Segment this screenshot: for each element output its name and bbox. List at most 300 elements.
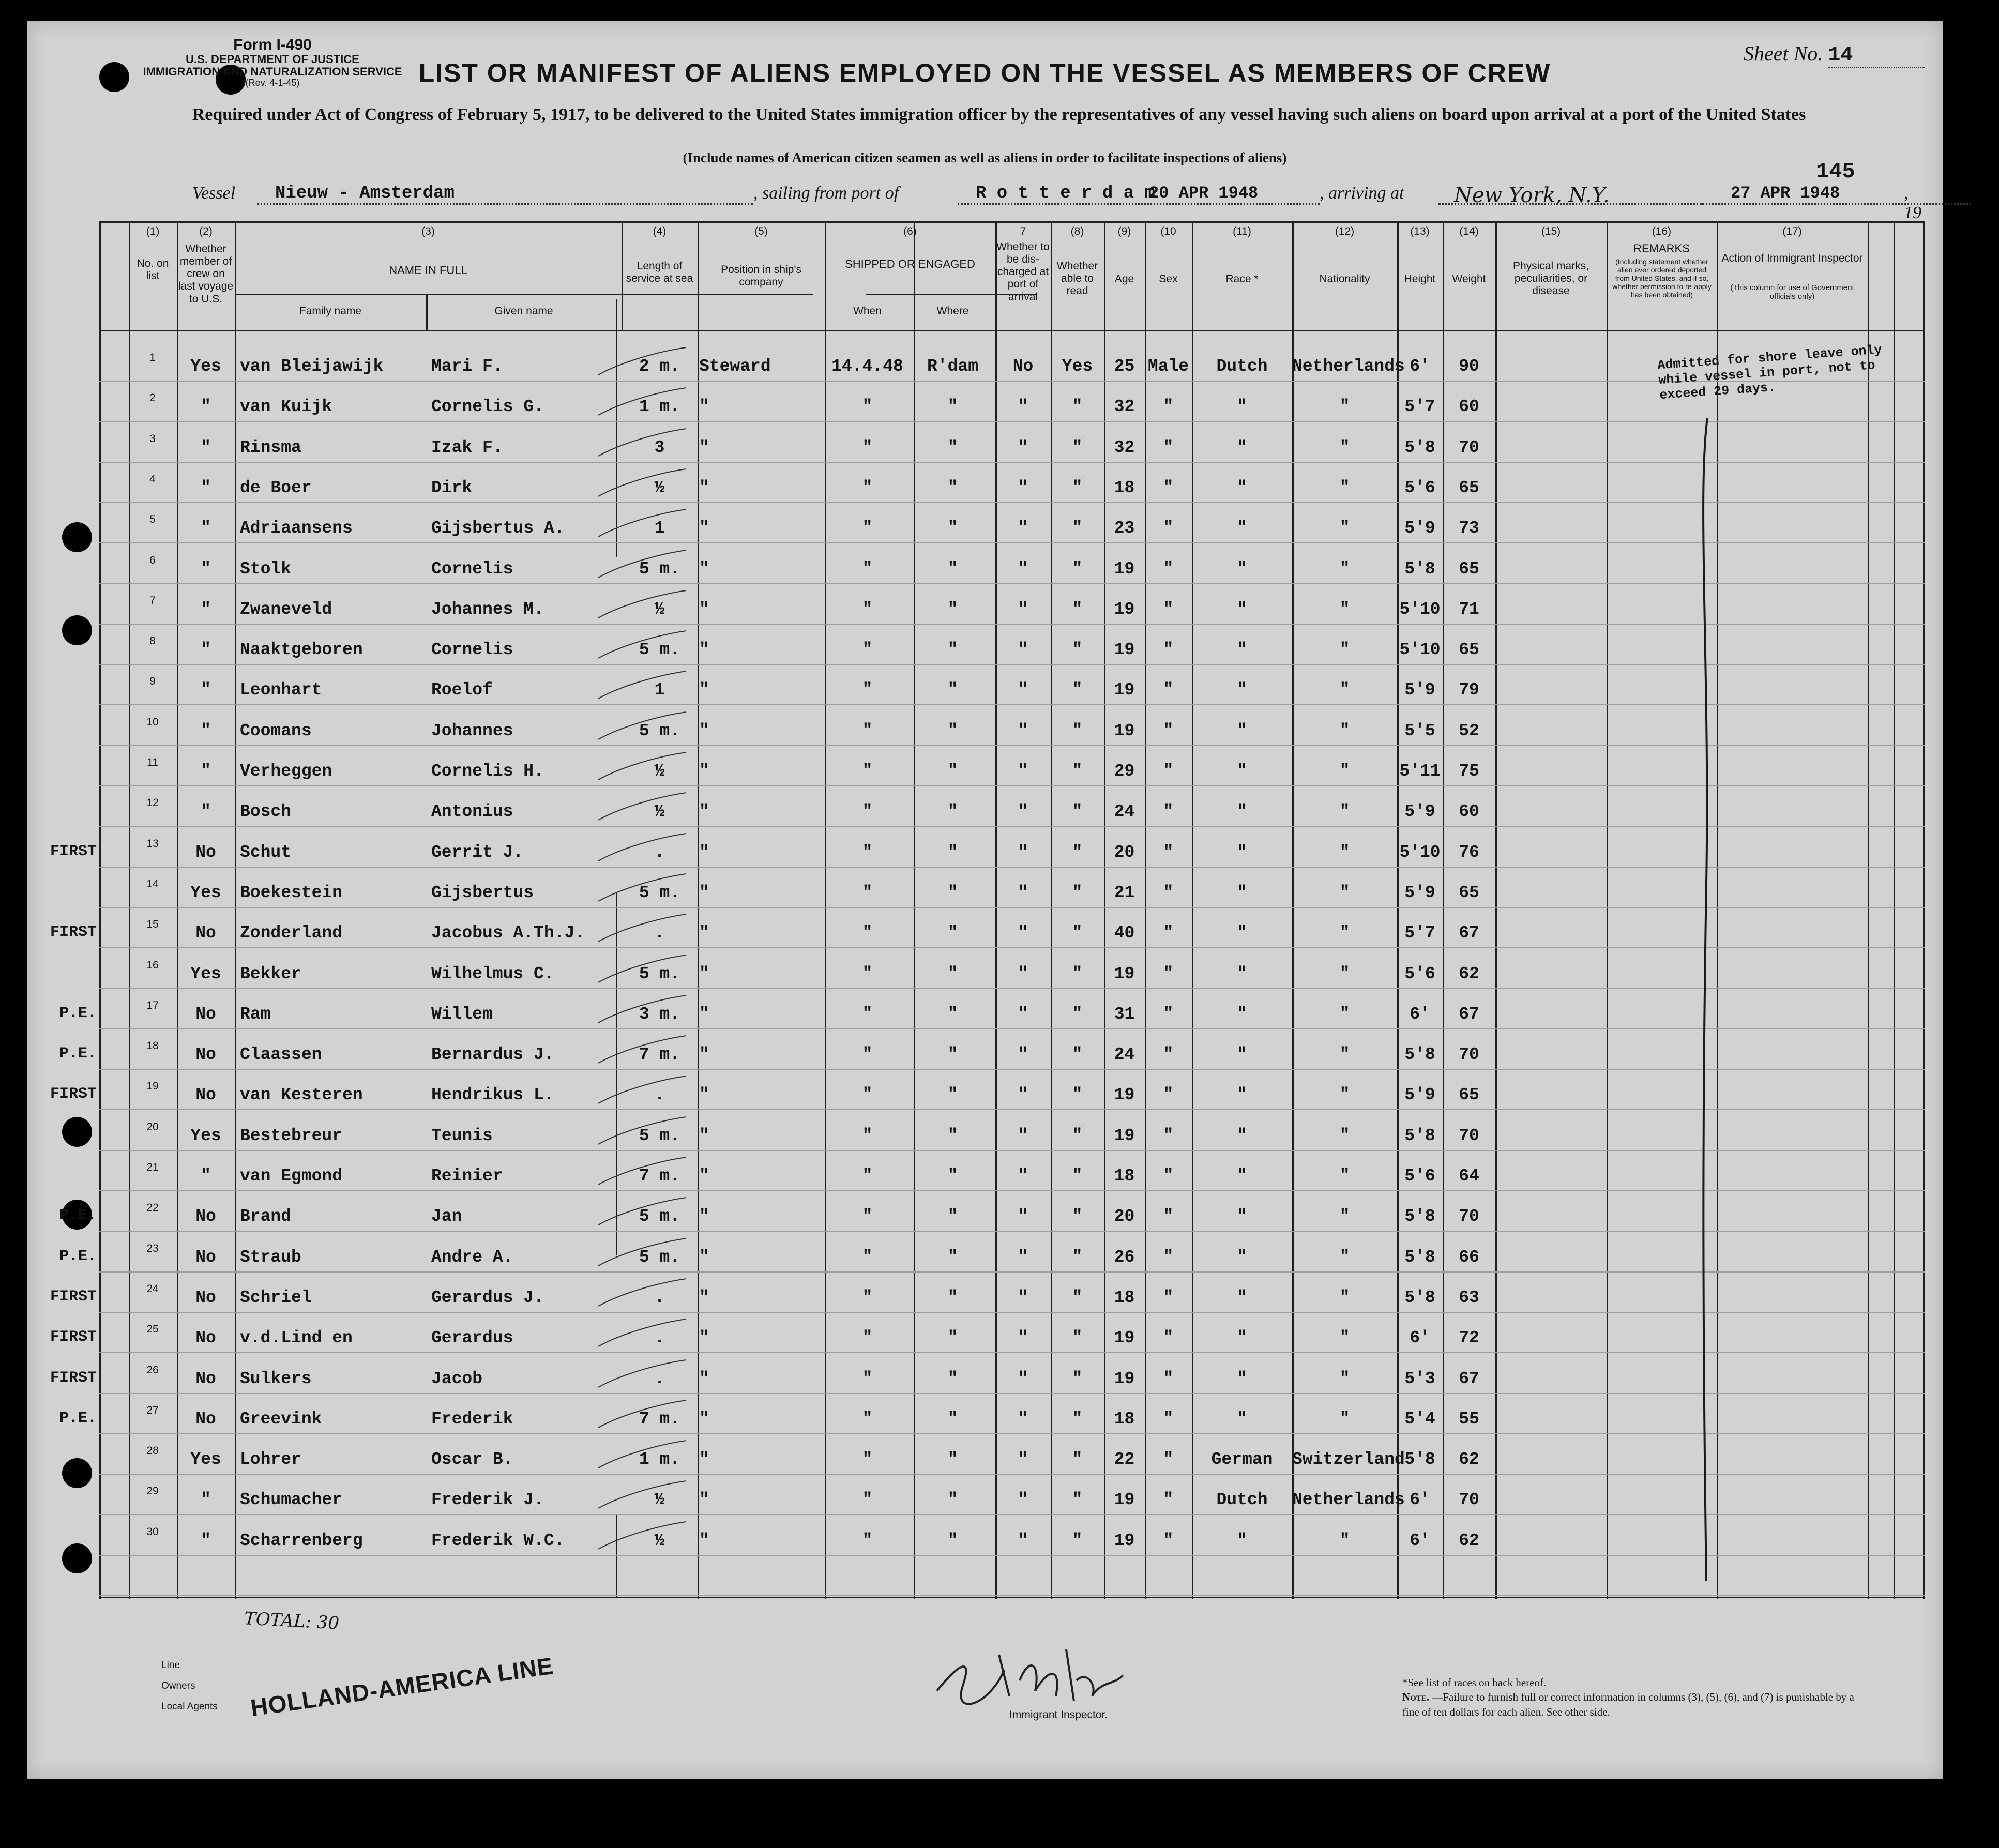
cell-row-number: 18: [146, 1040, 159, 1052]
cell-sex: ": [1163, 559, 1174, 579]
cell-race: ": [1237, 640, 1247, 659]
cell-discharged: ": [1018, 1328, 1028, 1347]
cell-weight: 62: [1459, 1531, 1479, 1550]
cell-weight: 55: [1459, 1410, 1479, 1429]
cell-shipped-where: ": [947, 478, 958, 497]
cell-sex: ": [1163, 397, 1174, 416]
cell-position: ": [699, 1167, 709, 1186]
cell-discharged: ": [1018, 519, 1028, 538]
cell-position: ": [699, 1045, 709, 1064]
cell-able-to-read: ": [1072, 923, 1083, 943]
cell-weight: 65: [1459, 559, 1479, 579]
service-check-stroke: [596, 387, 689, 418]
races-footnote: *See list of races on back hereof.: [1402, 1676, 1547, 1689]
cell-height: 5'7: [1404, 397, 1435, 416]
cell-race: ": [1237, 1410, 1247, 1429]
col-11-number: (11): [1233, 225, 1251, 237]
cell-given-name: Frederik: [431, 1410, 513, 1429]
cell-family-name: Boekestein: [240, 883, 343, 902]
cell-crew-last-voyage: ": [201, 397, 211, 416]
cell-length-of-service: .: [654, 1085, 665, 1104]
year-label: , 19: [1904, 184, 1921, 222]
cell-height: 5'8: [1404, 1288, 1435, 1307]
cell-race: ": [1237, 1248, 1247, 1267]
departure-date: 20 APR 1948: [1149, 184, 1259, 203]
cell-weight: 90: [1459, 357, 1479, 376]
cell-family-name: Bosch: [240, 802, 292, 821]
cell-length-of-service: 5 m.: [639, 721, 680, 740]
sailing-label: , sailing from port of: [753, 184, 899, 203]
cell-race: ": [1237, 964, 1247, 983]
cell-family-name: de Boer: [240, 478, 312, 497]
cell-weight: 72: [1459, 1328, 1479, 1347]
cell-nationality: ": [1339, 762, 1350, 781]
cell-nationality: ": [1339, 1207, 1350, 1226]
cell-given-name: Antonius: [431, 802, 513, 821]
cell-race: ": [1237, 478, 1247, 497]
cell-margin-note: FIRST: [50, 1085, 97, 1103]
cell-able-to-read: ": [1072, 843, 1083, 862]
cell-length-of-service: .: [654, 923, 665, 943]
cell-shipped-when: ": [862, 721, 873, 740]
cell-nationality: ": [1339, 721, 1350, 740]
col-6-number: (6): [903, 225, 917, 237]
cell-able-to-read: ": [1072, 1085, 1083, 1104]
cell-discharged: ": [1018, 1490, 1028, 1509]
cell-crew-last-voyage: Yes: [190, 883, 221, 902]
col-1-number: (1): [146, 225, 160, 237]
cell-crew-last-voyage: Yes: [190, 1450, 221, 1469]
vessel-line: [192, 184, 1921, 222]
cell-able-to-read: ": [1072, 1490, 1083, 1509]
cell-age: 20: [1114, 1207, 1135, 1226]
cell-family-name: Zonderland: [240, 923, 343, 943]
cell-row-number: 21: [146, 1161, 159, 1173]
cell-given-name: Cornelis: [431, 559, 513, 579]
cell-weight: 75: [1459, 762, 1479, 781]
cell-height: 5'8: [1404, 1450, 1435, 1469]
cell-row-number: 8: [149, 635, 156, 647]
cell-able-to-read: ": [1072, 1328, 1083, 1347]
cell-length-of-service: .: [654, 843, 665, 862]
punch-hole: [62, 1543, 92, 1573]
service-check-stroke: [596, 630, 689, 661]
cell-row-number: 4: [149, 473, 156, 485]
cell-race: ": [1237, 1005, 1247, 1024]
service-check-stroke: [596, 1196, 689, 1228]
cell-discharged: ": [1018, 1005, 1028, 1024]
cell-weight: 71: [1459, 600, 1479, 619]
cell-position: ": [699, 559, 709, 579]
cell-height: 5'8: [1404, 1045, 1435, 1064]
cell-length-of-service: ½: [654, 600, 665, 619]
sheet-number-label: Sheet No.: [1744, 42, 1823, 65]
col-12-number: (12): [1335, 225, 1355, 237]
cell-weight: 70: [1459, 438, 1479, 457]
cell-age: 24: [1114, 1045, 1135, 1064]
cell-row-number: 28: [146, 1445, 159, 1457]
cell-sex: ": [1163, 438, 1174, 457]
cell-given-name: Gerardus J.: [431, 1288, 544, 1307]
cell-position: ": [699, 883, 709, 902]
cell-nationality: ": [1339, 964, 1350, 983]
sheet-number-value: 14: [1828, 44, 1925, 68]
header-position: Position in ship's company: [721, 264, 801, 289]
cell-age: 32: [1114, 438, 1135, 457]
cell-discharged: ": [1018, 1288, 1028, 1307]
cell-crew-last-voyage: ": [201, 478, 211, 497]
cell-given-name: Mari F.: [431, 357, 503, 376]
cell-length-of-service: .: [654, 1328, 665, 1347]
cell-shipped-where: ": [947, 923, 958, 943]
cell-nationality: ": [1339, 640, 1350, 659]
cell-shipped-when: ": [862, 397, 873, 416]
cell-discharged: ": [1018, 1369, 1028, 1388]
cell-length-of-service: 5 m.: [639, 559, 680, 579]
cell-shipped-when: ": [862, 1490, 873, 1509]
cell-age: 19: [1114, 1085, 1135, 1104]
cell-height: 5'8: [1404, 1126, 1435, 1145]
subtitle: Required under Act of Congress of February 5, 1917, to be delivered to the United States immigration officer by the representatives of any vessel having such aliens on board upon arrival at a port of the United States: [192, 105, 1806, 124]
cell-crew-last-voyage: ": [201, 519, 211, 538]
cell-sex: ": [1163, 802, 1174, 821]
cell-given-name: Roelof: [431, 680, 493, 700]
cell-discharged: ": [1018, 438, 1028, 457]
cell-weight: 65: [1459, 883, 1479, 902]
punch-hole: [62, 615, 92, 645]
cell-weight: 70: [1459, 1126, 1479, 1145]
cell-position: ": [699, 964, 709, 983]
cell-position: ": [699, 397, 709, 416]
cell-shipped-where: ": [947, 1531, 958, 1550]
cell-shipped-where: ": [947, 802, 958, 821]
col-16-number: (16): [1652, 225, 1672, 237]
cell-crew-last-voyage: No: [195, 1207, 216, 1226]
cell-discharged: ": [1018, 600, 1028, 619]
cell-race: ": [1237, 397, 1247, 416]
cell-able-to-read: ": [1072, 438, 1083, 457]
cell-age: 21: [1114, 883, 1135, 902]
cell-shipped-when: ": [862, 1410, 873, 1429]
cell-discharged: ": [1018, 1126, 1028, 1145]
cell-height: 5'4: [1404, 1410, 1435, 1429]
cell-row-number: 19: [146, 1080, 159, 1092]
cell-crew-last-voyage: ": [201, 680, 211, 700]
service-check-stroke: [596, 1399, 689, 1430]
cell-length-of-service: ½: [654, 762, 665, 781]
cell-family-name: Schriel: [240, 1288, 312, 1307]
cell-height: 5'7: [1404, 923, 1435, 943]
service-check-stroke: [596, 1521, 689, 1552]
cell-sex: ": [1163, 1450, 1174, 1469]
cell-age: 18: [1114, 1288, 1135, 1307]
cell-able-to-read: ": [1072, 802, 1083, 821]
cell-discharged: ": [1018, 478, 1028, 497]
cell-age: 29: [1114, 762, 1135, 781]
cell-height: 5'8: [1404, 1207, 1435, 1226]
cell-able-to-read: ": [1072, 680, 1083, 700]
cell-able-to-read: ": [1072, 478, 1083, 497]
cell-race: ": [1237, 923, 1247, 943]
cell-shipped-when: ": [862, 843, 873, 862]
cell-nationality: ": [1339, 397, 1350, 416]
cell-given-name: Gerardus: [431, 1328, 513, 1347]
cell-able-to-read: ": [1072, 1045, 1083, 1064]
cell-race: ": [1237, 519, 1247, 538]
cell-given-name: Frederik J.: [431, 1490, 544, 1509]
cell-row-number: 5: [149, 513, 156, 525]
cell-shipped-where: ": [947, 1490, 958, 1509]
cell-discharged: ": [1018, 1085, 1028, 1104]
cell-height: 5'8: [1404, 438, 1435, 457]
cell-shipped-when: ": [862, 802, 873, 821]
cell-sex: ": [1163, 1288, 1174, 1307]
cell-row-number: 26: [146, 1364, 159, 1376]
cell-shipped-where: ": [947, 1288, 958, 1307]
page-title-text: LIST OR MANIFEST OF ALIENS EMPLOYED ON THE VESSEL AS MEMBERS OF CREW: [418, 58, 1551, 87]
header-family-name: Family name: [299, 305, 362, 317]
cell-shipped-where: ": [947, 438, 958, 457]
cell-crew-last-voyage: No: [195, 1369, 216, 1388]
cell-row-number: 16: [146, 959, 159, 971]
cell-able-to-read: ": [1072, 964, 1083, 983]
cell-height: 5'6: [1404, 478, 1435, 497]
cell-discharged: ": [1018, 1531, 1028, 1550]
header-inspector-action-note: (This column for use of Government officials only): [1730, 283, 1854, 301]
cell-nationality: ": [1339, 1045, 1350, 1064]
cell-family-name: Greevink: [240, 1410, 322, 1429]
cell-age: 32: [1114, 397, 1135, 416]
cell-crew-last-voyage: No: [195, 1045, 216, 1064]
remarks-ditto-line: [1692, 418, 1723, 1586]
cell-age: 19: [1114, 1126, 1135, 1145]
cell-family-name: Rinsma: [240, 438, 301, 457]
cell-crew-last-voyage: No: [195, 843, 216, 862]
cell-position: ": [699, 843, 709, 862]
cell-shipped-when: ": [862, 1288, 873, 1307]
cell-position: ": [699, 923, 709, 943]
header-race: Race *: [1225, 273, 1259, 285]
cell-sex: ": [1163, 1167, 1174, 1186]
cell-family-name: Adriaansens: [240, 519, 353, 538]
service-check-stroke: [596, 1075, 689, 1106]
cell-age: 20: [1114, 843, 1135, 862]
cell-discharged: ": [1018, 721, 1028, 740]
cell-sex: ": [1163, 680, 1174, 700]
total-count: TOTAL: 30: [244, 1608, 340, 1634]
cell-weight: 60: [1459, 802, 1479, 821]
cell-shipped-when: ": [862, 1045, 873, 1064]
cell-discharged: No: [1012, 357, 1034, 376]
cell-row-number: 12: [146, 797, 159, 809]
arrival-port: New York, N.Y.: [1454, 184, 1610, 207]
cell-margin-note: FIRST: [50, 1328, 97, 1346]
cell-position: ": [699, 600, 709, 619]
cell-able-to-read: ": [1072, 600, 1083, 619]
cell-length-of-service: ½: [654, 1490, 665, 1509]
cell-age: 18: [1114, 478, 1135, 497]
cell-shipped-when: ": [862, 1207, 873, 1226]
cell-given-name: Gijsbertus: [431, 883, 534, 902]
service-check-stroke: [596, 589, 689, 620]
cell-discharged: ": [1018, 1167, 1028, 1186]
cell-shipped-when: ": [862, 680, 873, 700]
service-name: IMMIGRATION AND NATURALIZATION SERVICE: [143, 65, 402, 79]
cell-position: ": [699, 1369, 709, 1388]
col-3-number: (3): [421, 225, 435, 237]
col-17-number: (17): [1782, 225, 1802, 237]
cell-race: ": [1237, 843, 1247, 862]
cell-discharged: ": [1018, 1248, 1028, 1267]
cell-shipped-where: ": [947, 680, 958, 700]
cell-margin-note: P.E.: [59, 1005, 97, 1022]
cell-margin-note: P.E.: [59, 1410, 97, 1427]
cell-shipped-where: ": [947, 883, 958, 902]
cell-shipped-when: ": [862, 1005, 873, 1024]
cell-row-number: 30: [146, 1526, 159, 1538]
cell-row-number: 27: [146, 1404, 159, 1416]
cell-given-name: Izak F.: [431, 438, 503, 457]
cell-margin-note: FIRST: [50, 923, 97, 941]
cell-crew-last-voyage: No: [195, 923, 216, 943]
cell-age: 19: [1114, 1369, 1135, 1388]
cell-length-of-service: 7 m.: [639, 1167, 680, 1186]
cell-row-number: 13: [146, 838, 159, 850]
col-14-number: (14): [1459, 225, 1479, 237]
cell-shipped-when: ": [862, 1126, 873, 1145]
cell-given-name: Gerrit J.: [431, 843, 524, 862]
cell-weight: 64: [1459, 1167, 1479, 1186]
cell-family-name: Leonhart: [240, 680, 322, 700]
cell-age: 19: [1114, 640, 1135, 659]
cell-position: ": [699, 1126, 709, 1145]
cell-race: ": [1237, 1126, 1247, 1145]
service-check-stroke: [596, 1035, 689, 1066]
cell-sex: ": [1163, 640, 1174, 659]
cell-sex: ": [1163, 1369, 1174, 1388]
cell-margin-note: FIRST: [50, 1369, 97, 1387]
cell-crew-last-voyage: Yes: [190, 357, 221, 376]
cell-crew-last-voyage: Yes: [190, 1126, 221, 1145]
header-height: Height: [1404, 273, 1436, 285]
vessel-name: Nieuw - Amsterdam: [275, 184, 455, 203]
service-check-stroke: [596, 1116, 689, 1147]
cell-race: ": [1237, 1328, 1247, 1347]
cell-position: ": [699, 1207, 709, 1226]
cell-shipped-where: ": [947, 1085, 958, 1104]
cell-crew-last-voyage: No: [195, 1328, 216, 1347]
cell-nationality: ": [1339, 478, 1350, 497]
cell-sex: Male: [1147, 357, 1189, 376]
cell-row-number: 11: [147, 756, 158, 768]
cell-age: 19: [1114, 600, 1135, 619]
cell-length-of-service: 5 m.: [639, 640, 680, 659]
cell-nationality: ": [1339, 519, 1350, 538]
cell-family-name: Sulkers: [240, 1369, 312, 1388]
remark-shore-leave: Admitted for shore leave only while vessel in port, not to exceed 29 days.: [1657, 342, 1883, 403]
col-5-number: (5): [754, 225, 768, 237]
cell-nationality: ": [1339, 1126, 1350, 1145]
cell-weight: 73: [1459, 519, 1479, 538]
cell-weight: 70: [1459, 1045, 1479, 1064]
cell-race: ": [1237, 721, 1247, 740]
cell-discharged: ": [1018, 964, 1028, 983]
cell-family-name: Scharrenberg: [240, 1531, 363, 1550]
cell-length-of-service: 5 m.: [639, 1126, 680, 1145]
cell-able-to-read: ": [1072, 519, 1083, 538]
cell-discharged: ": [1018, 1207, 1028, 1226]
service-check-stroke: [596, 346, 689, 377]
punch-hole: [62, 1117, 92, 1147]
cell-position: ": [699, 519, 709, 538]
cell-race: Dutch: [1216, 357, 1268, 376]
cell-crew-last-voyage: ": [201, 802, 211, 821]
cell-discharged: ": [1018, 1045, 1028, 1064]
header-able-to-read: Whether able to read: [1056, 260, 1098, 297]
cell-age: 25: [1114, 357, 1135, 376]
cell-race: ": [1237, 1085, 1247, 1104]
cell-weight: 70: [1459, 1490, 1479, 1509]
cell-weight: 66: [1459, 1248, 1479, 1267]
cell-shipped-when: ": [862, 559, 873, 579]
cell-height: 6': [1410, 1328, 1430, 1347]
cell-race: ": [1237, 1045, 1247, 1064]
cell-discharged: ": [1018, 680, 1028, 700]
cell-sex: ": [1163, 843, 1174, 862]
cell-sex: ": [1163, 1085, 1174, 1104]
service-check-stroke: [596, 954, 689, 985]
cell-position: ": [699, 1531, 709, 1550]
cell-length-of-service: 5 m.: [639, 964, 680, 983]
cell-given-name: Frederik W.C.: [431, 1531, 565, 1550]
cell-shipped-where: ": [947, 1167, 958, 1186]
cell-nationality: ": [1339, 802, 1350, 821]
cell-margin-note: P.E.: [59, 1045, 97, 1063]
immigrant-inspector-label: Immigrant Inspector.: [1009, 1709, 1108, 1721]
cell-able-to-read: ": [1072, 1126, 1083, 1145]
cell-position: ": [699, 640, 709, 659]
col-8-number: (8): [1070, 225, 1084, 237]
cell-able-to-read: ": [1072, 1207, 1083, 1226]
cell-family-name: Schumacher: [240, 1490, 343, 1509]
cell-family-name: van Kesteren: [240, 1085, 363, 1104]
header-length-of-service: Length of service at sea: [626, 260, 693, 285]
cell-position: ": [699, 478, 709, 497]
service-check-stroke: [596, 1156, 689, 1187]
cell-row-number: 1: [149, 352, 156, 363]
cell-length-of-service: 2 m.: [639, 357, 680, 376]
footnote: [1402, 1675, 1868, 1719]
cell-sex: ": [1163, 1126, 1174, 1145]
cell-shipped-when: ": [862, 762, 873, 781]
cell-height: 5'9: [1404, 680, 1435, 700]
vessel-label: Vessel: [192, 184, 236, 203]
cell-nationality: ": [1339, 1167, 1350, 1186]
cell-shipped-where: ": [947, 1207, 958, 1226]
cell-race: ": [1237, 600, 1247, 619]
cell-family-name: Stolk: [240, 559, 292, 579]
cell-nationality: Netherlands: [1292, 357, 1405, 376]
header-age: Age: [1114, 273, 1134, 285]
cell-height: 5'8: [1404, 1248, 1435, 1267]
cell-age: 19: [1114, 1531, 1135, 1550]
cell-height: 5'9: [1404, 1085, 1435, 1104]
cell-shipped-where: ": [947, 397, 958, 416]
cell-discharged: ": [1018, 640, 1028, 659]
company-stamp: HOLLAND-AMERICA LINE: [249, 1652, 555, 1721]
cell-given-name: Cornelis H.: [431, 762, 544, 781]
cell-position: ": [699, 1328, 709, 1347]
